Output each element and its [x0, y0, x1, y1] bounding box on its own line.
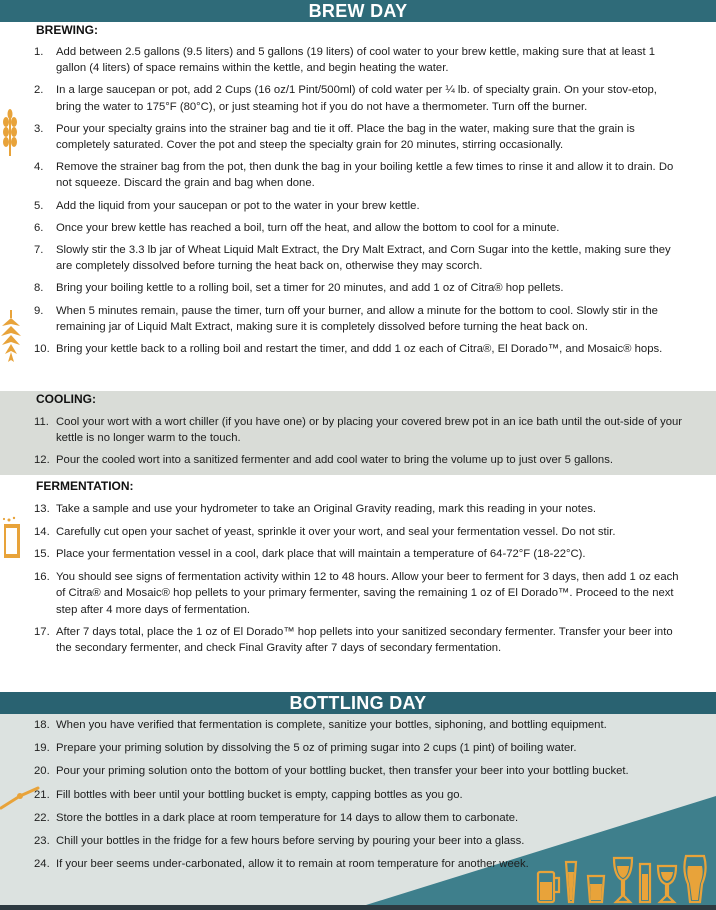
hop-icon [0, 310, 24, 364]
step-12: 12. Pour the cooled wort into a sanitized fermenter and add cool water to bring the volume up to just over 5 gallons. [34, 454, 614, 467]
step-13: 13. Take a sample and use your hydrometer to take an Original Gravity reading, mark this reading in your notes. [34, 503, 597, 515]
step-7: 7. Slowly stir the 3.3 lb jar of Wheat Liquid Malt Extract, the Dry Malt Extract, and Corn Sugar into the kettle, making sure they are completely dissolved before turning the heat back on, otherwise they may scorch. [34, 244, 671, 273]
brewing-steps [34, 44, 684, 357]
step-22: 22. Store the bottles in a dark place at room temperature for 14 days to allow them to carbonate. [34, 811, 519, 824]
step-17: 17. After 7 days total, place the 1 oz of El Dorado™ hop pellets into your sanitized secondary fermenter. Transfer your beer into the secondary fermenter, and check Final Gravity after 7 days of secondary fermentation. [34, 626, 673, 655]
step-9: 9. When 5 minutes remain, pause the timer, turn off your burner, and allow a minute for the bottom to cool. Slowly stir in the remaining jar of Liquid Malt Extract, making sure it is completely dissolved before turning the heat back on. [34, 304, 658, 333]
step-2: 2. In a large saucepan or pot, add 2 Cups (16 oz/1 Pint/500ml) of cold water per ¼ lb. of specialty grain. On your stov-etop, bring the water to 175°F (80°C), or just steaming hot if you do not have a thermometer. Turn off the burner. [34, 84, 657, 113]
bottling-wand-icon [0, 782, 40, 814]
brewing-heading: BREWING: [36, 23, 98, 37]
step-24: 24. If your beer seems under-carbonated, allow it to remain at room temperature for another week. [34, 858, 529, 871]
step-11: 11. Cool your wort with a wort chiller (if you have one) or by placing your covered brew pot in an ice bath until the out-side of your kettle is no longer warm to the touch. [34, 416, 683, 445]
cooling-heading: COOLING: [36, 392, 96, 406]
bottling-day-banner: BOTTLING DAY [0, 692, 716, 714]
step-8: 8. Bring your boiling kettle to a rolling boil, set a timer for 20 minutes, and add 1 oz of Citra® hop pellets. [34, 282, 564, 295]
fermentation-heading: FERMENTATION: [36, 479, 134, 493]
wheat-icon [0, 108, 20, 158]
cooling-steps [34, 414, 684, 469]
step-4: 4. Remove the strainer bag from the pot, then dunk the bag in your boiling kettle a few times to rinse it and allow it to drain. Do not squeeze. Discard the grain and bag when done. [34, 161, 674, 190]
fermentation-steps [34, 501, 684, 657]
step-23: 23. Chill your bottles in the fridge for a few hours before serving by pouring your beer into a glass. [34, 835, 525, 848]
yeast-packet-icon [0, 516, 24, 560]
step-6: 6. Once your brew kettle has reached a boil, turn off the heat, and allow the bottom to cool for a minute. [34, 221, 560, 234]
step-20: 20. Pour your priming solution onto the bottom of your bottling bucket, then transfer your beer into your bottling bucket. [34, 765, 629, 778]
step-5: 5. Add the liquid from your saucepan or pot to the water in your brew kettle. [34, 199, 420, 212]
step-14: 14. Carefully cut open your sachet of yeast, sprinkle it over your wort, and seal your fermentation vessel. Do not stir. [34, 525, 616, 538]
step-3: 3. Pour your specialty grains into the strainer bag and tie it off. Place the bag in the water, making sure that the grain is completely saturated. Cover the pot and steep the specialty grain for 20 minutes, stirring occasionally. [34, 122, 635, 152]
step-15: 15. Place your fermentation vessel in a cool, dark place that will maintain a temperature of 64-72°F (18-22°C). [34, 548, 586, 561]
step-10: 10. Bring your kettle back to a rolling boil and restart the timer, and ddd 1 oz each of Citra®, El Dorado™, and Mosaic® hops. [34, 343, 663, 356]
step-21: 21. Fill bottles with beer until your bottling bucket is empty, capping bottles as you go. [34, 788, 463, 801]
step-19: 19. Prepare your priming solution by dissolving the 5 oz of priming sugar into 2 cups (1 pint) of boiling water. [34, 742, 577, 755]
brew-day-banner: BREW DAY [0, 0, 716, 22]
beer-glasses-icon [530, 850, 716, 908]
step-16: 16. You should see signs of fermentation activity within 12 to 48 hours. Allow your beer to ferment for 3 days, then add 1 oz each of Citra® and Mosaic® hop pellets to your primary fermenter, saving the remaining 1 oz of El Dorado™. Proceed to the next step after 4 more days of fermentation. [34, 571, 679, 616]
step-1: 1. Add between 2.5 gallons (9.5 liters) and 5 gallons (19 liters) of cool water to your brew kettle, making sure that at least 1 gallon (4 liters) of space remains within the kettle, and begin heating the water. [34, 46, 656, 75]
step-18: 18. When you have verified that fermentation is complete, sanitize your bottles, siphoning, and bottling equipment. [34, 719, 607, 731]
